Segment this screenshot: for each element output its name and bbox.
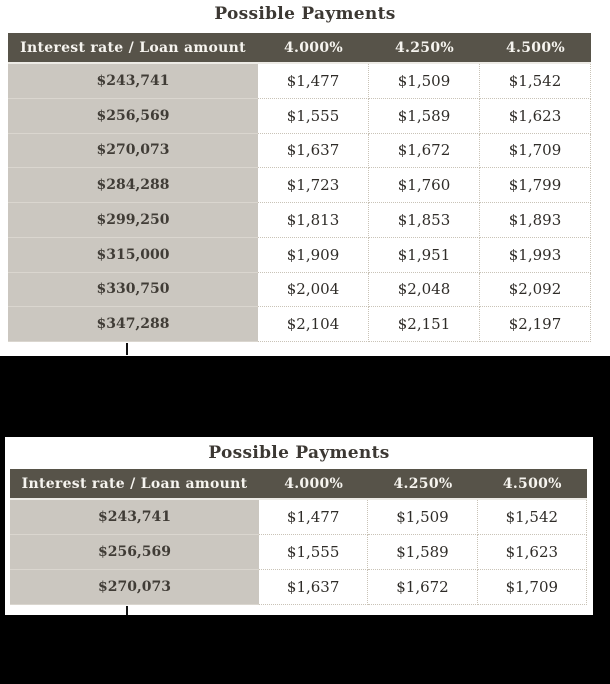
payment-cell: $1,509: [368, 500, 477, 535]
loan-amount-cell: $256,569: [8, 99, 258, 134]
loan-amount-cell: $270,073: [8, 134, 258, 169]
payment-cell: $2,092: [480, 273, 591, 308]
payment-cell: $1,555: [259, 535, 368, 570]
header-rate-cell: 4.500%: [478, 469, 587, 500]
header-corner-cell: Interest rate / Loan amount: [10, 469, 259, 500]
payment-cell: $1,760: [369, 168, 480, 203]
payment-cell: $1,542: [480, 64, 591, 99]
header-rate-cell: 4.250%: [369, 33, 480, 64]
payment-cell: $1,555: [258, 99, 369, 134]
payment-cell: $1,623: [480, 99, 591, 134]
payment-cell: $1,723: [258, 168, 369, 203]
loan-amount-cell: $347,288: [8, 307, 258, 342]
loan-amount-cell: $299,250: [8, 203, 258, 238]
payments-table-zoom: [10, 469, 587, 605]
table-title: Possible Payments: [214, 4, 396, 24]
payment-cell: $2,151: [369, 307, 480, 342]
payment-cell: $1,813: [258, 203, 369, 238]
text-cursor: [126, 343, 128, 355]
payment-cell: $1,477: [259, 500, 368, 535]
payment-cell: $1,893: [480, 203, 591, 238]
payment-cell: $1,909: [258, 238, 369, 273]
payment-cell: $2,048: [369, 273, 480, 308]
header-rate-cell: 4.000%: [258, 33, 369, 64]
payment-cell: $1,637: [259, 570, 368, 605]
loan-amount-cell: $284,288: [8, 168, 258, 203]
payment-cell: $2,197: [480, 307, 591, 342]
payment-cell: $1,637: [258, 134, 369, 169]
loan-amount-cell: $256,569: [10, 535, 259, 570]
payment-cell: $1,542: [478, 500, 587, 535]
loan-amount-cell: $315,000: [8, 238, 258, 273]
header-rate-cell: 4.500%: [480, 33, 591, 64]
header-rate-cell: 4.250%: [368, 469, 477, 500]
payment-cell: $1,672: [368, 570, 477, 605]
table-title: Possible Payments: [208, 443, 390, 463]
loan-amount-cell: $330,750: [8, 273, 258, 308]
payment-cell: $2,004: [258, 273, 369, 308]
loan-amount-cell: $270,073: [10, 570, 259, 605]
payment-cell: $1,709: [480, 134, 591, 169]
payment-cell: $1,509: [369, 64, 480, 99]
payment-cell: $1,951: [369, 238, 480, 273]
payment-cell: $1,623: [478, 535, 587, 570]
payment-cell: $1,589: [369, 99, 480, 134]
loan-amount-cell: $243,741: [8, 64, 258, 99]
header-corner-cell: Interest rate / Loan amount: [8, 33, 258, 64]
payment-cell: $1,589: [368, 535, 477, 570]
payment-cell: $1,853: [369, 203, 480, 238]
payment-cell: $2,104: [258, 307, 369, 342]
payment-cell: $1,477: [258, 64, 369, 99]
text-cursor: [126, 606, 128, 615]
payment-cell: $1,709: [478, 570, 587, 605]
loan-amount-cell: $243,741: [10, 500, 259, 535]
header-rate-cell: 4.000%: [259, 469, 368, 500]
payments-table-zoom-panel: [5, 437, 593, 615]
payment-cell: $1,993: [480, 238, 591, 273]
payment-cell: $1,672: [369, 134, 480, 169]
payments-table: [8, 33, 591, 342]
payment-cell: $1,799: [480, 168, 591, 203]
